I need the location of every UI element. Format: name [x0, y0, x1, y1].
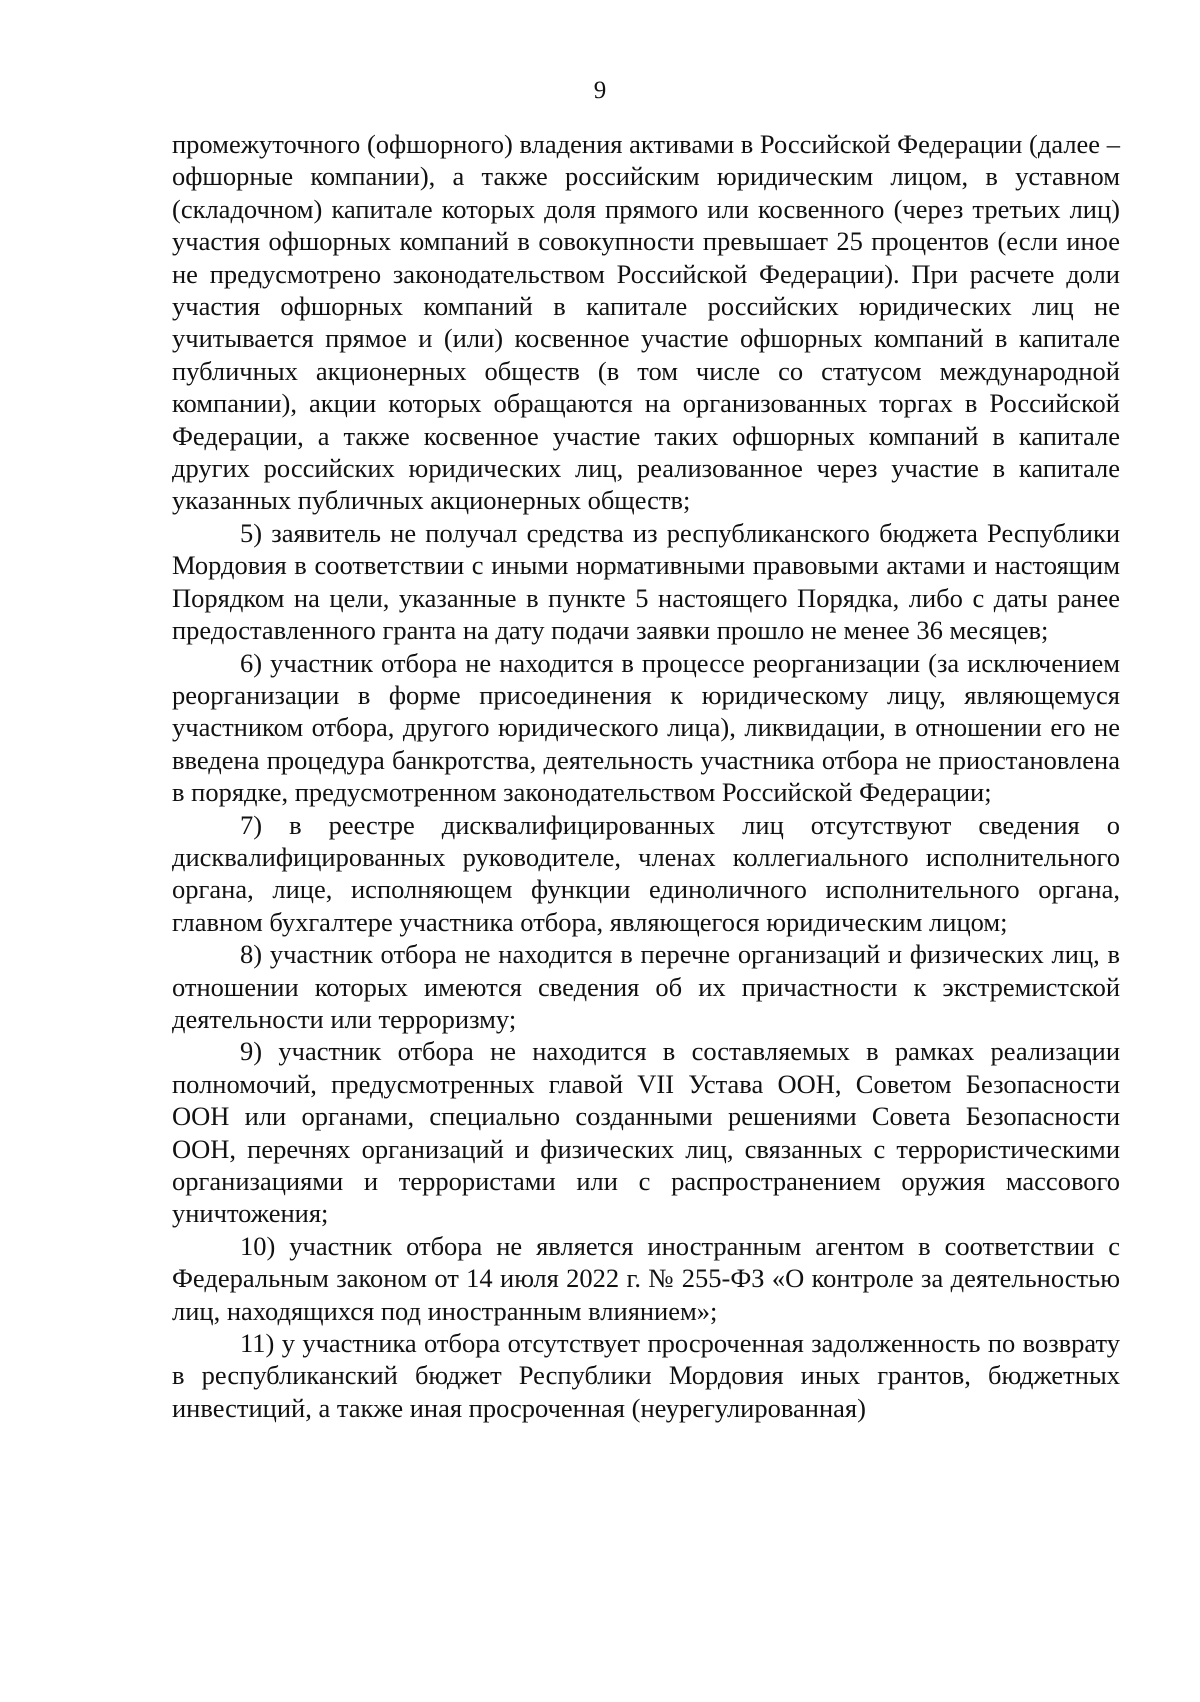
paragraph-item-10: 10) участник отбора не является иностранным агентом в соответствии с Федеральным законом от 14 июля 2022 г. № 255-ФЗ «О контроле за деятельностью лиц, находящихся под иностранным влиянием»; [172, 1230, 1120, 1326]
paragraph-item-5: 5) заявитель не получал средства из республиканского бюджета Республики Мордовия в соответствии с иными нормативными правовыми актами и настоящим Порядком на цели, указанные в пункте 5 настоящего Порядка, либо с даты ранее предоставленного гранта на дату подачи заявки прошло не менее 36 месяцев; [172, 517, 1120, 646]
paragraph-item-7: 7) в реестре дисквалифицированных лиц отсутствуют сведения о дисквалифицированных руководителе, членах коллегиального исполнительного органа, лице, исполняющем функции единоличного исполнительного органа, главном бухгалтере участника отбора, являющегося юридическим лицом; [172, 809, 1120, 937]
paragraph-item-8: 8) участник отбора не находится в перечне организаций и физических лиц, в отношении которых имеются сведения об их причастности к экстремистской деятельности или терроризму; [172, 939, 1120, 1034]
paragraph-item-9: 9) участник отбора не находится в составляемых в рамках реализации полномочий, предусмотренных главой VII Устава ООН, Советом Безопасности ООН или органами, специально созданными решениями Совета Безопасности ООН, перечнях организаций и физических лиц, связанных с террористическими организациями и террористами или с распространением оружия массового уничтожения; [172, 1036, 1120, 1229]
page-number: 9 [593, 77, 607, 104]
document-body [172, 128, 1120, 1424]
paragraph-item-6: 6) участник отбора не находится в процессе реорганизации (за исключением реорганизации в форме присоединения к юридическому лицу, являющемуся участником отбора, другого юридического лица), ликвидации, в отношении его не введена процедура банкротства, деятельность участника отбора не приостановлена в порядке, предусмотренном законодательством Российской Федерации; [172, 647, 1120, 808]
paragraph-offshore-continuation: промежуточного (офшорного) владения активами в Российской Федерации (далее – офшорные компании), а также российским юридическим лицом, в уставном (складочном) капитале которых доля прямого или косвенного (через третьих лиц) участия офшорных компаний в совокупности превышает 25 процентов (если иное не предусмотрено законодательством Российской Федерации). При расчете доли участия офшорных компаний в капитале российских юридических лиц не учитывается прямое и (или) косвенное участие офшорных компаний в капитале публичных акционерных обществ (в том числе со статусом международной компании), акции которых обращаются на организованных торгах в Российской Федерации, а также косвенное участие таких офшорных компаний в капитале других российских юридических лиц, реализованное через участие в капитале указанных публичных акционерных обществ; [172, 129, 1120, 516]
paragraph-item-11: 11) у участника отбора отсутствует просроченная задолженность по возврату в республиканский бюджет Республики Мордовия иных грантов, бюджетных инвестиций, а также иная просроченная (неурегулированная) [172, 1328, 1120, 1423]
